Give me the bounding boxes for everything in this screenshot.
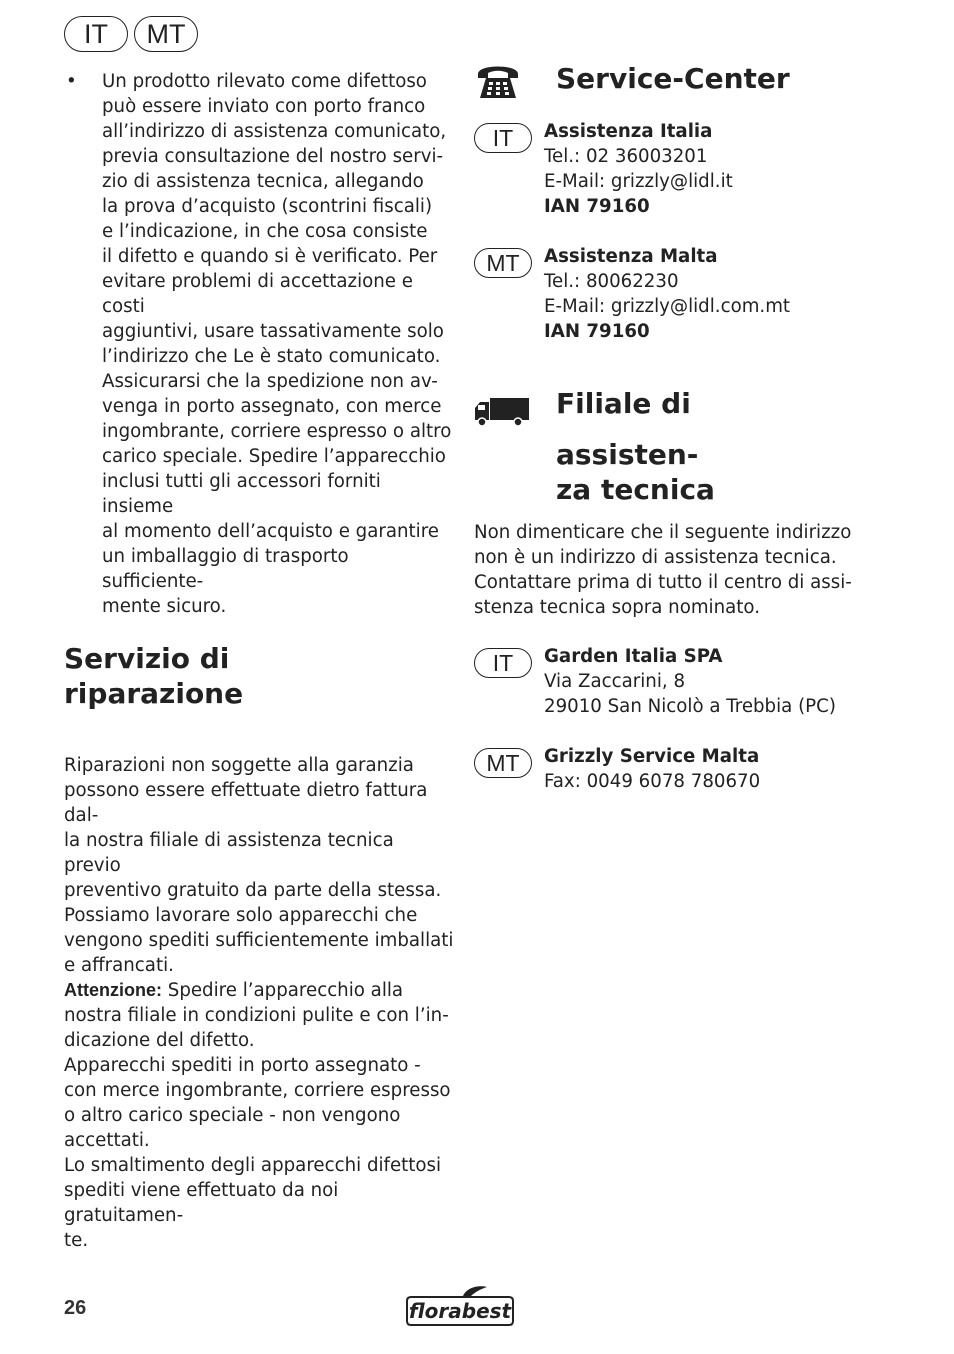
address-malta-badge: MT — [474, 748, 532, 778]
branch-note: Non dimenticare che il seguente indirizzo non è un indirizzo di assistenza tecnica. Contattare prima di tutto il centro di assi- stenza tecnica sopra nominato. — [474, 522, 852, 618]
branch-title-line2: assisten- — [556, 438, 699, 471]
address-malta — [474, 746, 761, 792]
page-number: 26 — [64, 1297, 87, 1319]
lang-badge-mt: MT — [134, 16, 198, 52]
contact-malta-email: E-Mail: grizzly@lidl.com.mt — [544, 296, 791, 317]
address-italy-badge: IT — [474, 648, 532, 678]
contact-italy-ian: IAN 79160 — [544, 196, 650, 217]
language-badges — [64, 16, 198, 52]
truck-icon — [474, 396, 530, 428]
contact-italy — [474, 121, 733, 217]
lang-badge-it: IT — [64, 16, 128, 52]
branch-title-line1: Filiale di — [556, 387, 691, 420]
repair-attention — [64, 978, 454, 1253]
contact-malta-tel: Tel.: 80062230 — [544, 271, 679, 292]
repair-section-title: Servizio di riparazione — [64, 642, 244, 710]
contact-italy-name: Assistenza Italia — [544, 121, 713, 142]
attention-label: Attenzione: — [64, 980, 162, 1000]
branch-title-line3: za tecnica — [556, 473, 715, 506]
contact-malta-badge: MT — [474, 248, 532, 278]
bullet-dot: • — [66, 71, 77, 92]
address-italy-city: 29010 San Nicolò a Trebbia (PC) — [544, 696, 836, 717]
left-column — [64, 69, 454, 1253]
brand-text: florabest — [408, 1299, 512, 1323]
service-center-title: Service-Center — [556, 62, 790, 95]
shipping-bullet-text: Un prodotto rilevato come difettoso può essere inviato con porto franco all’indirizzo di assistenza comunicato, previa consultazione del nostro servi- zio di assistenza tecnica, allegando la prova d’acquisto (scontrini fiscali) e l’indicazione, in che cosa consiste il difetto e quando si è verificato. Per evitare problemi di accettazione e costi aggiuntivi, usare tassativamente solo l’indirizzo che Le è stato comunicato. Assicurarsi che la spedizione non av- venga in porto assegnato, con merce ingombrante, corriere espresso o altro carico speciale. Spedire l’apparecchio inclusi tutti gli accessori forniti insieme al momento dell’acquisto e garantire un imballaggio di trasporto sufficiente- mente sicuro. — [102, 71, 452, 617]
contact-malta — [474, 246, 791, 342]
contact-italy-badge: IT — [474, 123, 532, 153]
address-italy-name: Garden Italia SPA — [544, 646, 723, 667]
repair-intro: Riparazioni non soggette alla garanzia possono essere effettuate dietro fattura dal- la nostra filiale di assistenza tecnica previo preventivo gratuito da parte della stessa. Possiamo lavorare solo apparecchi che vengono spediti sufficientemente imballati e affrancati. — [64, 755, 454, 976]
attention-text: Spedire l’apparecchio alla nostra filiale in condizioni pulite e con l’in- dicazione del difetto. Apparecchi spediti in porto assegnato - con merce ingombrante, corriere espresso o altro carico speciale - non vengono accettati. Lo smaltimento degli apparecchi difettosi spediti viene effettuato da noi gratuitamen- te. — [64, 980, 451, 1251]
shipping-bullet — [64, 69, 454, 619]
address-malta-fax: Fax: 0049 6078 780670 — [544, 771, 761, 792]
address-italy — [474, 646, 836, 717]
telephone-icon — [474, 60, 522, 100]
contact-malta-ian: IAN 79160 — [544, 321, 650, 342]
address-malta-name: Grizzly Service Malta — [544, 746, 760, 767]
contact-italy-email: E-Mail: grizzly@lidl.it — [544, 171, 733, 192]
contact-malta-name: Assistenza Malta — [544, 246, 718, 267]
florabest-logo — [405, 1283, 517, 1327]
contact-italy-tel: Tel.: 02 36003201 — [544, 146, 708, 167]
address-italy-street: Via Zaccarini, 8 — [544, 671, 686, 692]
